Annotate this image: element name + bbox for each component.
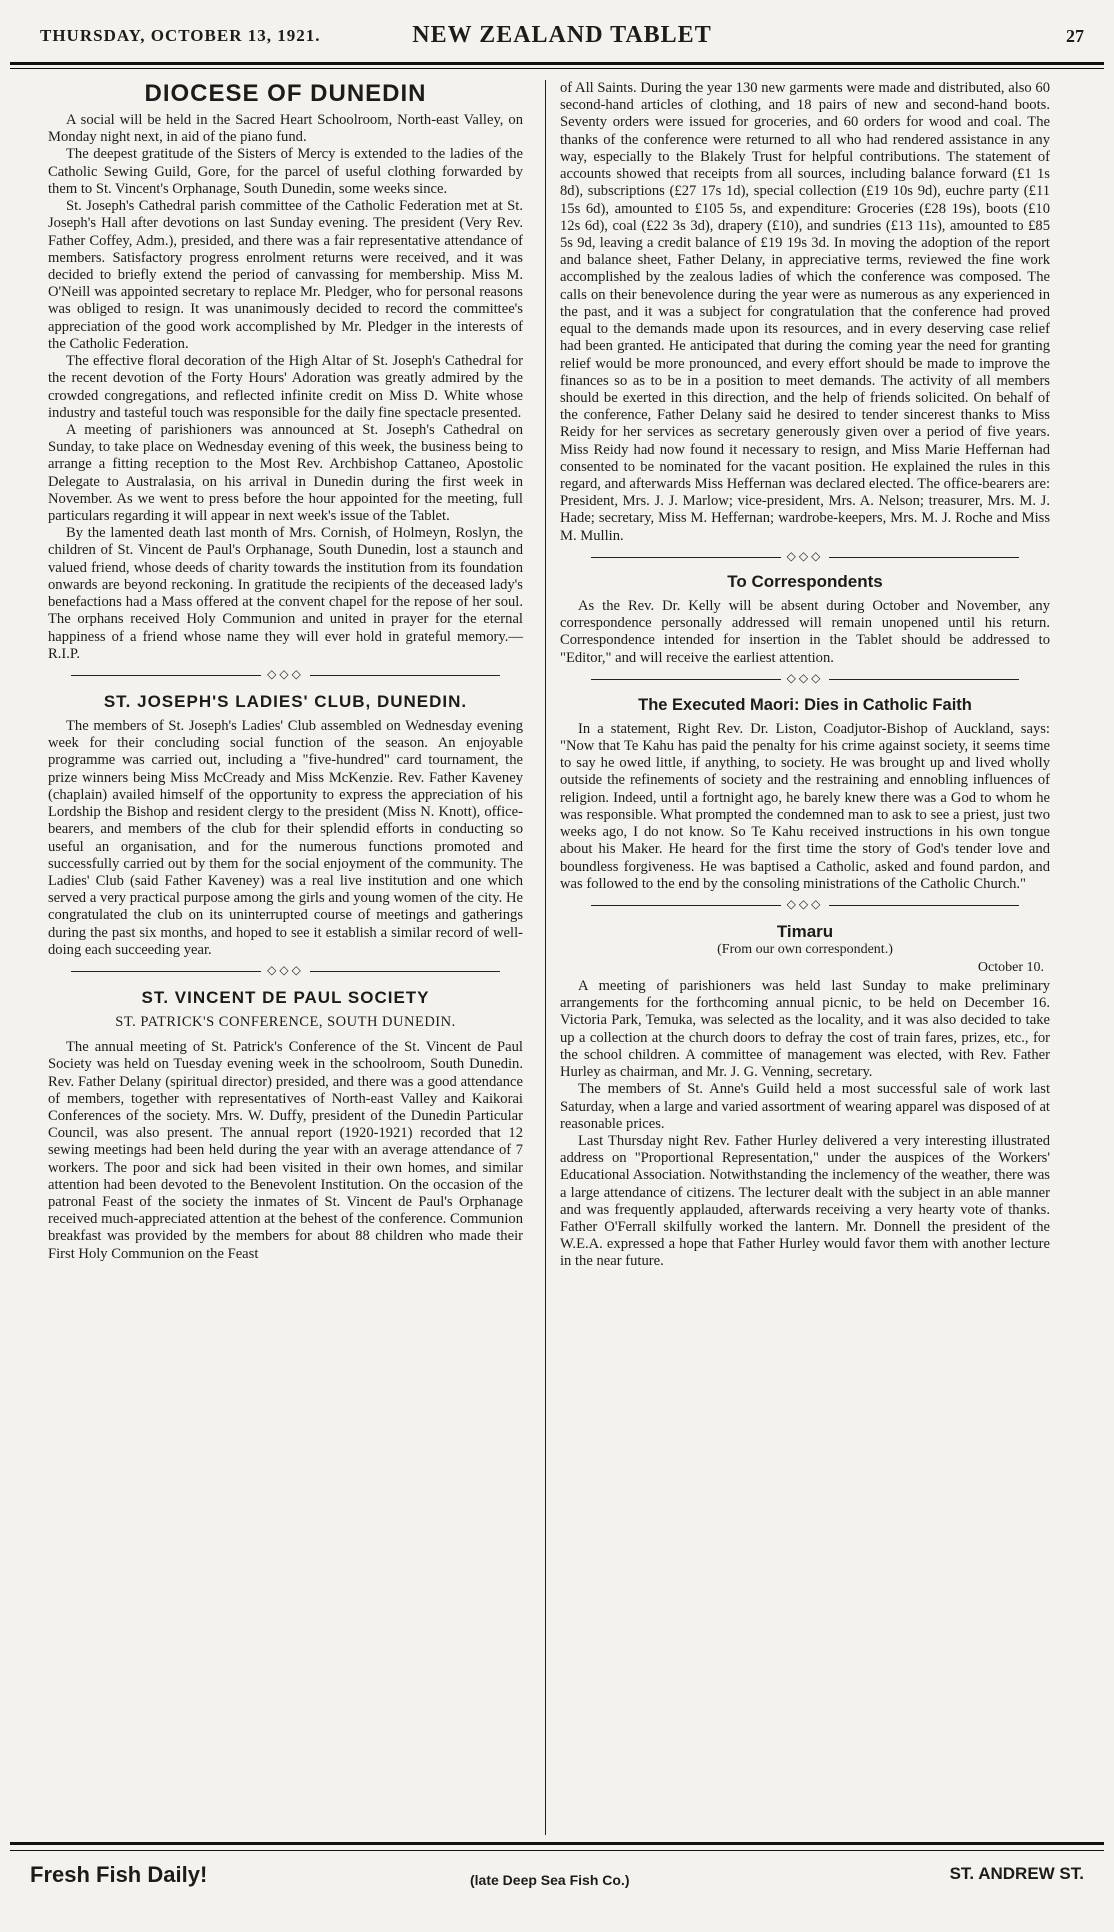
masthead-title: NEW ZEALAND TABLET [412,22,712,48]
article-paragraph: As the Rev. Dr. Kelly will be absent during October and November, any correspondence personally addressed will remain unopened until his return. Correspondence intended for insertion in the Tablet should be addressed to "Editor," and will receive the earliest attention. [560,597,1050,666]
svdp-subheading: ST. PATRICK'S CONFERENCE, SOUTH DUNEDIN. [115,1014,456,1031]
article-paragraph: By the lamented death last month of Mrs. Cornish, of Holmeyn, Roslyn, the children of St. Vincent de Paul's Orphanage, South Dunedin, lost a staunch and valued friend, whose deeds of charity towards the institution from its foundation onwards are beyond reckoning. In gratitude the recipients of the deceased lady's benefactions had a Mass offered at the convent chapel for the repose of her soul. The orphans received Holy Communion and united in prayer for the eternal happiness of a friend whose name they will ever hold in grateful memory.—R.I.P. [48,525,523,662]
article-paragraph: Last Thursday night Rev. Father Hurley delivered a very interesting illustrated address on "Proportional Representation," under the auspices of the Workers' Educational Association. Notwithstanding the inclemency of the weather, there was a large attendance of citizens. The lecturer dealt with the subject in an able manner and was frequently applauded, afterwards receiving a very hearty vote of thanks. Father O'Ferrall skilfully worked the lantern. Mr. Donnell the president of the W.E.A. expressed a hope that Father Hurley would favor them with another lecture in the near future. [560,1132,1050,1270]
article-paragraph: St. Joseph's Cathedral parish committee of the Catholic Federation met at St. Joseph's Hall after devotions on last Sunday evening. The president (Very Rev. Father Coffey, Adm.), presided, and there was a fair representative attendance of members. Satisfactory progress enrolment returns were received, and it was decided to briefly extend the period of canvassing for membership. Miss M. O'Neill was appointed secretary to replace Mr. Pledger, who for personal reasons was obliged to resign. It was unanimously decided to record the committee's appreciation of the good work accomplished by Mr. Pledger in the interests of the Catholic Federation. [48,198,523,352]
svdp-heading: ST. VINCENT DE PAUL SOCIETY [141,988,430,1008]
article-paragraph: The effective floral decoration of the High Altar of St. Joseph's Cathedral for the recent devotion of the Forty Hours' Adoration was greatly admired by the crowded congregations, and reflected infinite credit on Miss D. White whose industry and tasteful touch was responsible for the daily fine spectacle presented. [48,353,523,421]
article-paragraph: The annual meeting of St. Patrick's Conference of the St. Vincent de Paul Society was held on Tuesday evening week in the schoolroom, South Dunedin. Rev. Father Delany (spiritual director) presided, and there was a good attendance of members, together with representatives of North-east Valley and Kaikorai Conferences of the society. Mrs. W. Duffy, president of the Dunedin Particular Council, was also present. The annual report (1920-1921) recorded that 12 sewing meetings had been held during the year with an average attendance of 7 workers. The poor and sick had been visited in their own homes, and similar attention had been devoted to the Benevolent Institution. On the occasion of the patronal Feast of the society the inmates of St. Vincent de Paul's Orphanage received much-appreciated attention at the behest of the conference. Communion breakfast was provided by the members for about 88 children who made their First Holy Communion on the Feast [48,1039,523,1262]
article-paragraph: The members of St. Joseph's Ladies' Club assembled on Wednesday evening week for their concluding social function of the season. An enjoyable programme was carried out, including a "five-hundred" card tournament, the prize winners being Miss McCready and Miss McKenzie. Rev. Father Kaveney (chaplain) availed himself of the opportunity to express the appreciation of his Lordship the Bishop and resident clergy to the president (Miss N. Knott), office-bearers, and members of the club for their splendid efforts in conducting so useful an organisation, and for the numerous functions promoted and successfully carried out by them for the social enjoyment of the community. The Ladies' Club (said Father Kaveney) was a real live institution and one which served a very practical purpose among the girls and young women of the city. He congratulated the club on its uninterrupted course of meetings and gatherings during the past six months, and hoped to see it establish a similar record of well-doing each succeeding year. [48,718,523,958]
fish-advert: Fresh Fish Daily! [30,1862,208,1887]
masthead-date: THURSDAY, OCTOBER 13, 1921. [40,26,321,45]
article-paragraph: A meeting of parishioners was held last Sunday to make preliminary arrangements for the forthcoming annual picnic, to be held on December 16. Victoria Park, Temuka, was selected as the locality, and it was also decided to take up a collection at the church doors to defray the cost of train fares, prizes, etc., for the school children. A committee of management was elected, with Rev. Father Hurley as chairman, and Mr. J. G. Venning, secretary. [560,977,1050,1081]
maori-heading: The Executed Maori: Dies in Catholic Faith [638,695,972,714]
ladies-club-heading: ST. JOSEPH'S LADIES' CLUB, DUNEDIN. [103,692,468,711]
article-paragraph: A meeting of parishioners was announced at St. Joseph's Cathedral on Sunday, to take place on Wednesday evening of this week, the business being to arrange a fitting reception to the Most Rev. Archbishop Cattaneo, Apostolic Delegate to Australasia, on his arrival in Dunedin during the first week in November. As we went to press before the hour appointed for the meeting, full particulars regarding it will appear in next week's issue of the Tablet. [48,421,523,525]
article-paragraph: The members of St. Anne's Guild held a most successful sale of work last Saturday, when a large and varied assortment of wearing apparel was disposed of at reasonable prices. [560,1081,1050,1132]
fish-company-advert: (late Deep Sea Fish Co.) [470,1872,630,1888]
left-column [48,80,523,1263]
correspondents-heading: To Correspondents [727,571,883,591]
street-advert: ST. ANDREW ST. [949,1864,1084,1883]
section-ornament: ◇◇◇ [48,963,523,978]
masthead-rule [10,62,1104,65]
footer-rule [10,1842,1104,1845]
right-column [560,80,1050,1271]
page-number: 27 [1066,26,1084,46]
diocese-heading: DIOCESE OF DUNEDIN [144,80,427,107]
timaru-heading: Timaru [776,921,834,941]
article-paragraph: of All Saints. During the year 130 new garments were made and distributed, also 60 second-hand articles of clothing, and 18 pairs of new and second-hand boots. Seventy orders were issued for groceries, and 60 orders for wood and coal. The thanks of the conference were returned to all who had rendered assistance in any way, especially to the Blakely Trust for helpful contributions. The statement of accounts showed that receipts from all sources, including balance forward (£1 1s 8d), subscriptions (£27 17s 1d), special collection (£19 10s 9d), euchre party (£11 15s 6d), amounted to £105 5s, and expenditure: Groceries (£28 19s), boots (£10 12s 6d), coal (£22 3s 3d), drapery (£10), and sundries (£13 11s), amounted to £85 5s 9d, leaving a credit balance of £19 19s 3d. In moving the adoption of the report and balance sheet, Father Delany, in appreciative terms, reviewed the fine work accomplished by the zealous ladies of which the conference was composed. The calls on their benevolence during the year were as numerous as any experienced in the past, and it was a subject for congratulation that the conference had proved equal to the demands made upon its resources, and in every deserving case relief had been granted. He anticipated that during the coming year the need for granting relief would be more pronounced, and every effort should be made to improve the finances so as to be in a position to meet demands. The activity of all members should be exerted in this direction, and the help of friends solicited. On behalf of the conference, Father Delany said he desired to tender sincerest thanks to Miss Reidy for her services as secretary generously given over a period of five years. Miss Reidy had now found it necessary to resign, and Miss Marie Heffernan had consented to be nominated for the vacant position. He explained the rules in this regard, and afterwards Miss Heffernan was declared elected. The office-bearers are: President, Mrs. J. J. Marlow; vice-president, Mrs. A. Nelson; treasurer, Mrs. M. J. Hade; secretary, Miss M. Heffernan; wardrobe-keepers, Mrs. M. J. Roche and Miss M. Mullin. [560,80,1050,544]
section-ornament: ◇◇◇ [560,671,1050,686]
section-ornament: ◇◇◇ [48,667,523,682]
masthead-rule-thin [10,68,1104,69]
masthead [40,20,1084,60]
footer-rule-thin [10,1850,1104,1851]
section-ornament: ◇◇◇ [560,549,1050,564]
column-divider [545,80,546,1835]
article-paragraph: The deepest gratitude of the Sisters of Mercy is extended to the ladies of the Catholic Sewing Guild, Gore, for the parcel of useful clothing forwarded by them to St. Vincent's Orphanage, South Dunedin, some weeks since. [48,146,523,197]
article-paragraph: In a statement, Right Rev. Dr. Liston, Coadjutor-Bishop of Auckland, says: "Now that Te Kahu has paid the penalty for his crime against society, it seems time to say he owed little, if anything, to society. He was brought up and lived wholly outside the refinements of society and the restraining and ennobling influences of religion. Indeed, until a fortnight ago, he barely knew there was a God to whom he was responsible. What prompted the condemned man to ask to see a priest, just two weeks ago, I do not know. So Te Kahu received instructions in his own tongue about his Maker. He heard for the first time the story of God's tender love and boundless forgiveness. He was baptised a Catholic, asked and found pardon, and was followed to the end by the consoling ministrations of the Catholic Church." [560,720,1050,892]
section-ornament: ◇◇◇ [560,897,1050,912]
timaru-date: October 10. [977,959,1044,975]
article-paragraph: A social will be held in the Sacred Heart Schoolroom, North-east Valley, on Monday night next, in aid of the piano fund. [48,112,523,146]
advertisement-strip [30,1858,1084,1932]
timaru-byline: (From our own correspondent.) [717,941,893,957]
